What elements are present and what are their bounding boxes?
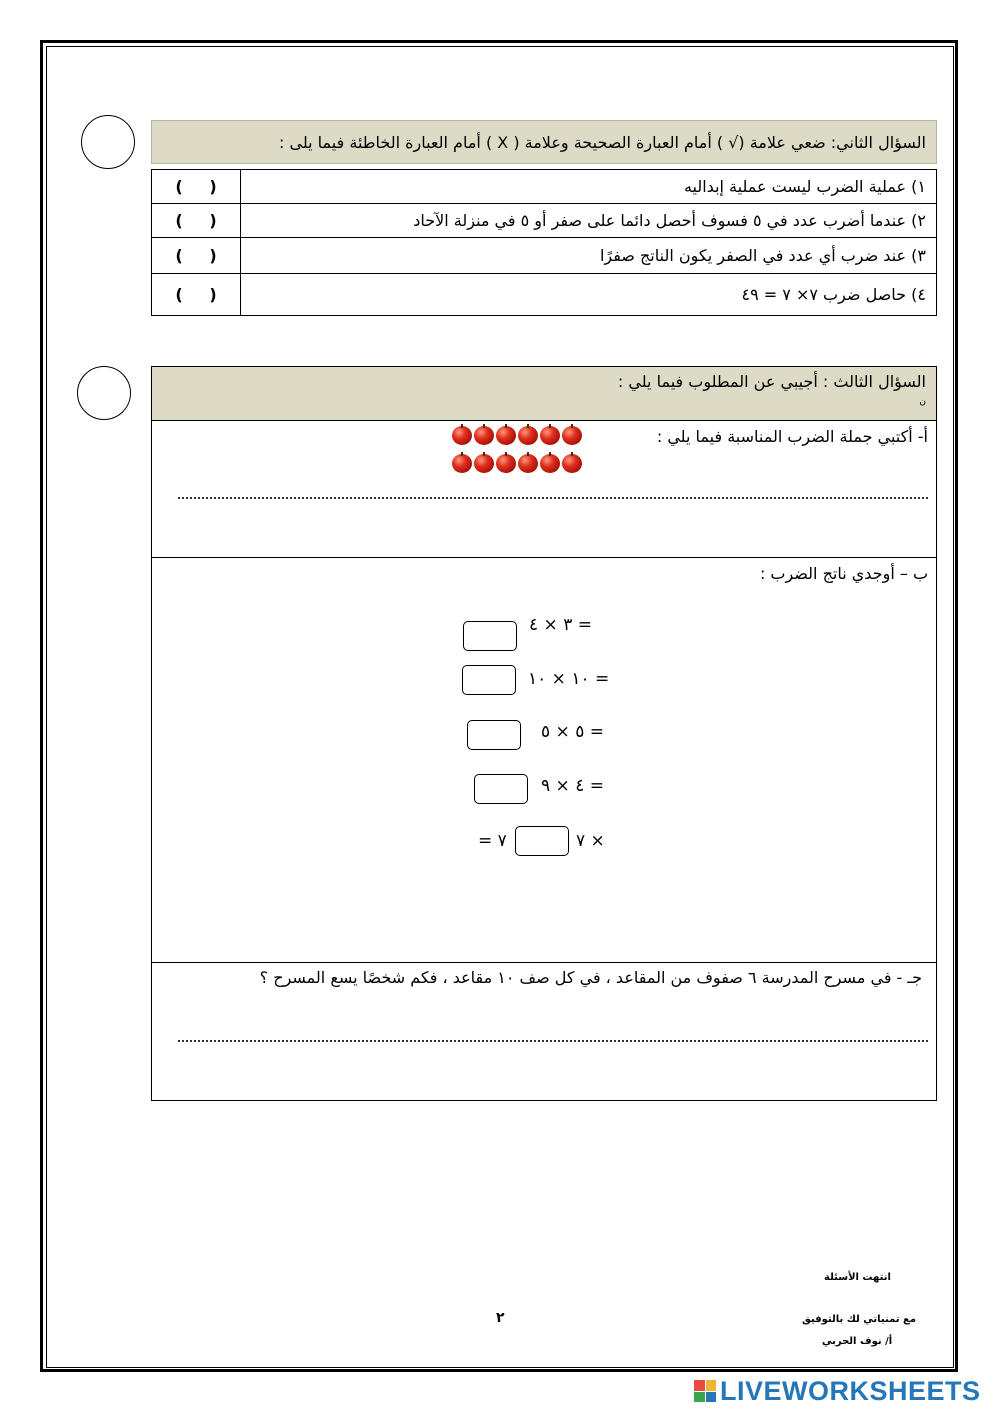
answer-slot-2[interactable] <box>152 204 241 238</box>
answer-line-part-c[interactable] <box>178 1036 928 1042</box>
liveworksheets-brand[interactable] <box>694 1376 981 1406</box>
answer-box-5[interactable] <box>515 826 569 856</box>
answer-line-part-a[interactable] <box>178 493 928 499</box>
score-circle-question-2[interactable] <box>81 115 135 169</box>
apple-icon <box>474 454 494 473</box>
answer-slot-4[interactable] <box>152 274 241 316</box>
apple-icon <box>496 426 516 445</box>
answer-box-4[interactable] <box>474 774 528 804</box>
apple-icon <box>562 454 582 473</box>
equation-3: ٥ × ٥ = <box>541 722 604 742</box>
logo-square <box>694 1392 705 1403</box>
apple-array <box>452 426 588 476</box>
answer-box-3[interactable] <box>467 720 521 750</box>
apple-icon <box>452 426 472 445</box>
divider-part-b <box>151 962 937 963</box>
close-paren: ) <box>175 211 183 230</box>
answer-slot-3[interactable] <box>152 238 241 274</box>
table-row <box>152 238 937 274</box>
answer-box-2[interactable] <box>462 665 516 695</box>
true-false-table <box>151 169 937 316</box>
apple-icon <box>496 454 516 473</box>
table-row <box>152 170 937 204</box>
question-3-header <box>151 366 937 421</box>
teacher-name: أ/ نوف الحربي <box>822 1336 893 1347</box>
apple-icon <box>474 426 494 445</box>
open-paren: ( <box>209 285 217 304</box>
statement-2: ٢) عندما أضرب عدد في ٥ فسوف أحصل دائما على صفر أو ٥ في منزلة الآحاد <box>241 204 937 238</box>
table-row <box>152 204 937 238</box>
apple-icon <box>562 426 582 445</box>
answer-slot-1[interactable] <box>152 170 241 204</box>
open-paren: ( <box>209 246 217 265</box>
apple-icon <box>540 426 560 445</box>
close-paren: ) <box>175 246 183 265</box>
answer-box-1[interactable] <box>463 621 517 651</box>
equation-2: ١٠ × ١٠ = <box>528 669 610 689</box>
open-paren: ( <box>209 177 217 196</box>
apple-icon <box>518 454 538 473</box>
question-2-title: السؤال الثاني: ضعي علامة (√ ) أمام العبارة الصحيحة وعلامة ( X ) أمام العبارة الخاطئة فيما يلى : <box>279 133 926 152</box>
liveworksheets-logo-icon <box>694 1380 716 1402</box>
logo-square <box>706 1392 717 1403</box>
apple-icon <box>452 454 472 473</box>
statement-1: ١) عملية الضرب ليست عملية إبداليه <box>241 170 937 204</box>
equation-1: ٣ × ٤ = <box>529 615 592 635</box>
statement-4: ٤) حاصل ضرب ٧× ٧ = ٤٩ <box>241 274 937 316</box>
end-of-questions: انتهت الأسئلة <box>824 1272 891 1283</box>
score-circle-question-3[interactable] <box>77 366 131 420</box>
brand-name: LIVEWORKSHEETS <box>720 1375 981 1406</box>
apple-icon <box>540 454 560 473</box>
equation-5-right: = ٧ <box>478 831 507 851</box>
divider-part-a <box>151 557 937 558</box>
close-paren: ) <box>175 285 183 304</box>
equation-4: ٤ × ٩ = <box>541 776 604 796</box>
apple-icon <box>518 426 538 445</box>
question-3-body <box>151 421 937 1101</box>
part-c-label: جـ - في مسرح المدرسة ٦ صفوف من المقاعد ، في كل صف ١٠ مقاعد ، فكم شخصًا يسع المسرح ؟ <box>259 968 922 987</box>
open-paren: ( <box>209 211 217 230</box>
table-row <box>152 274 937 316</box>
question-3-title: السؤال الثالث : أجيبي عن المطلوب فيما يلي : <box>617 372 926 391</box>
page-number: ٢ <box>496 1310 505 1326</box>
logo-square <box>706 1380 717 1391</box>
wishes-text: مع تمنياتي لك بالتوفيق <box>802 1314 917 1325</box>
question-3-mark: ن <box>919 397 926 407</box>
part-b-label: ب – أوجدي ناتج الضرب : <box>759 564 928 583</box>
close-paren: ) <box>175 177 183 196</box>
logo-square <box>694 1380 705 1391</box>
part-a-label: أ- أكتبي جملة الضرب المناسبة فيما يلي : <box>656 427 928 446</box>
equation-5-left: ٧ × <box>576 831 605 851</box>
statement-3: ٣) عند ضرب أي عدد في الصفر يكون الناتج صفرًا <box>241 238 937 274</box>
question-2-header <box>151 120 937 164</box>
